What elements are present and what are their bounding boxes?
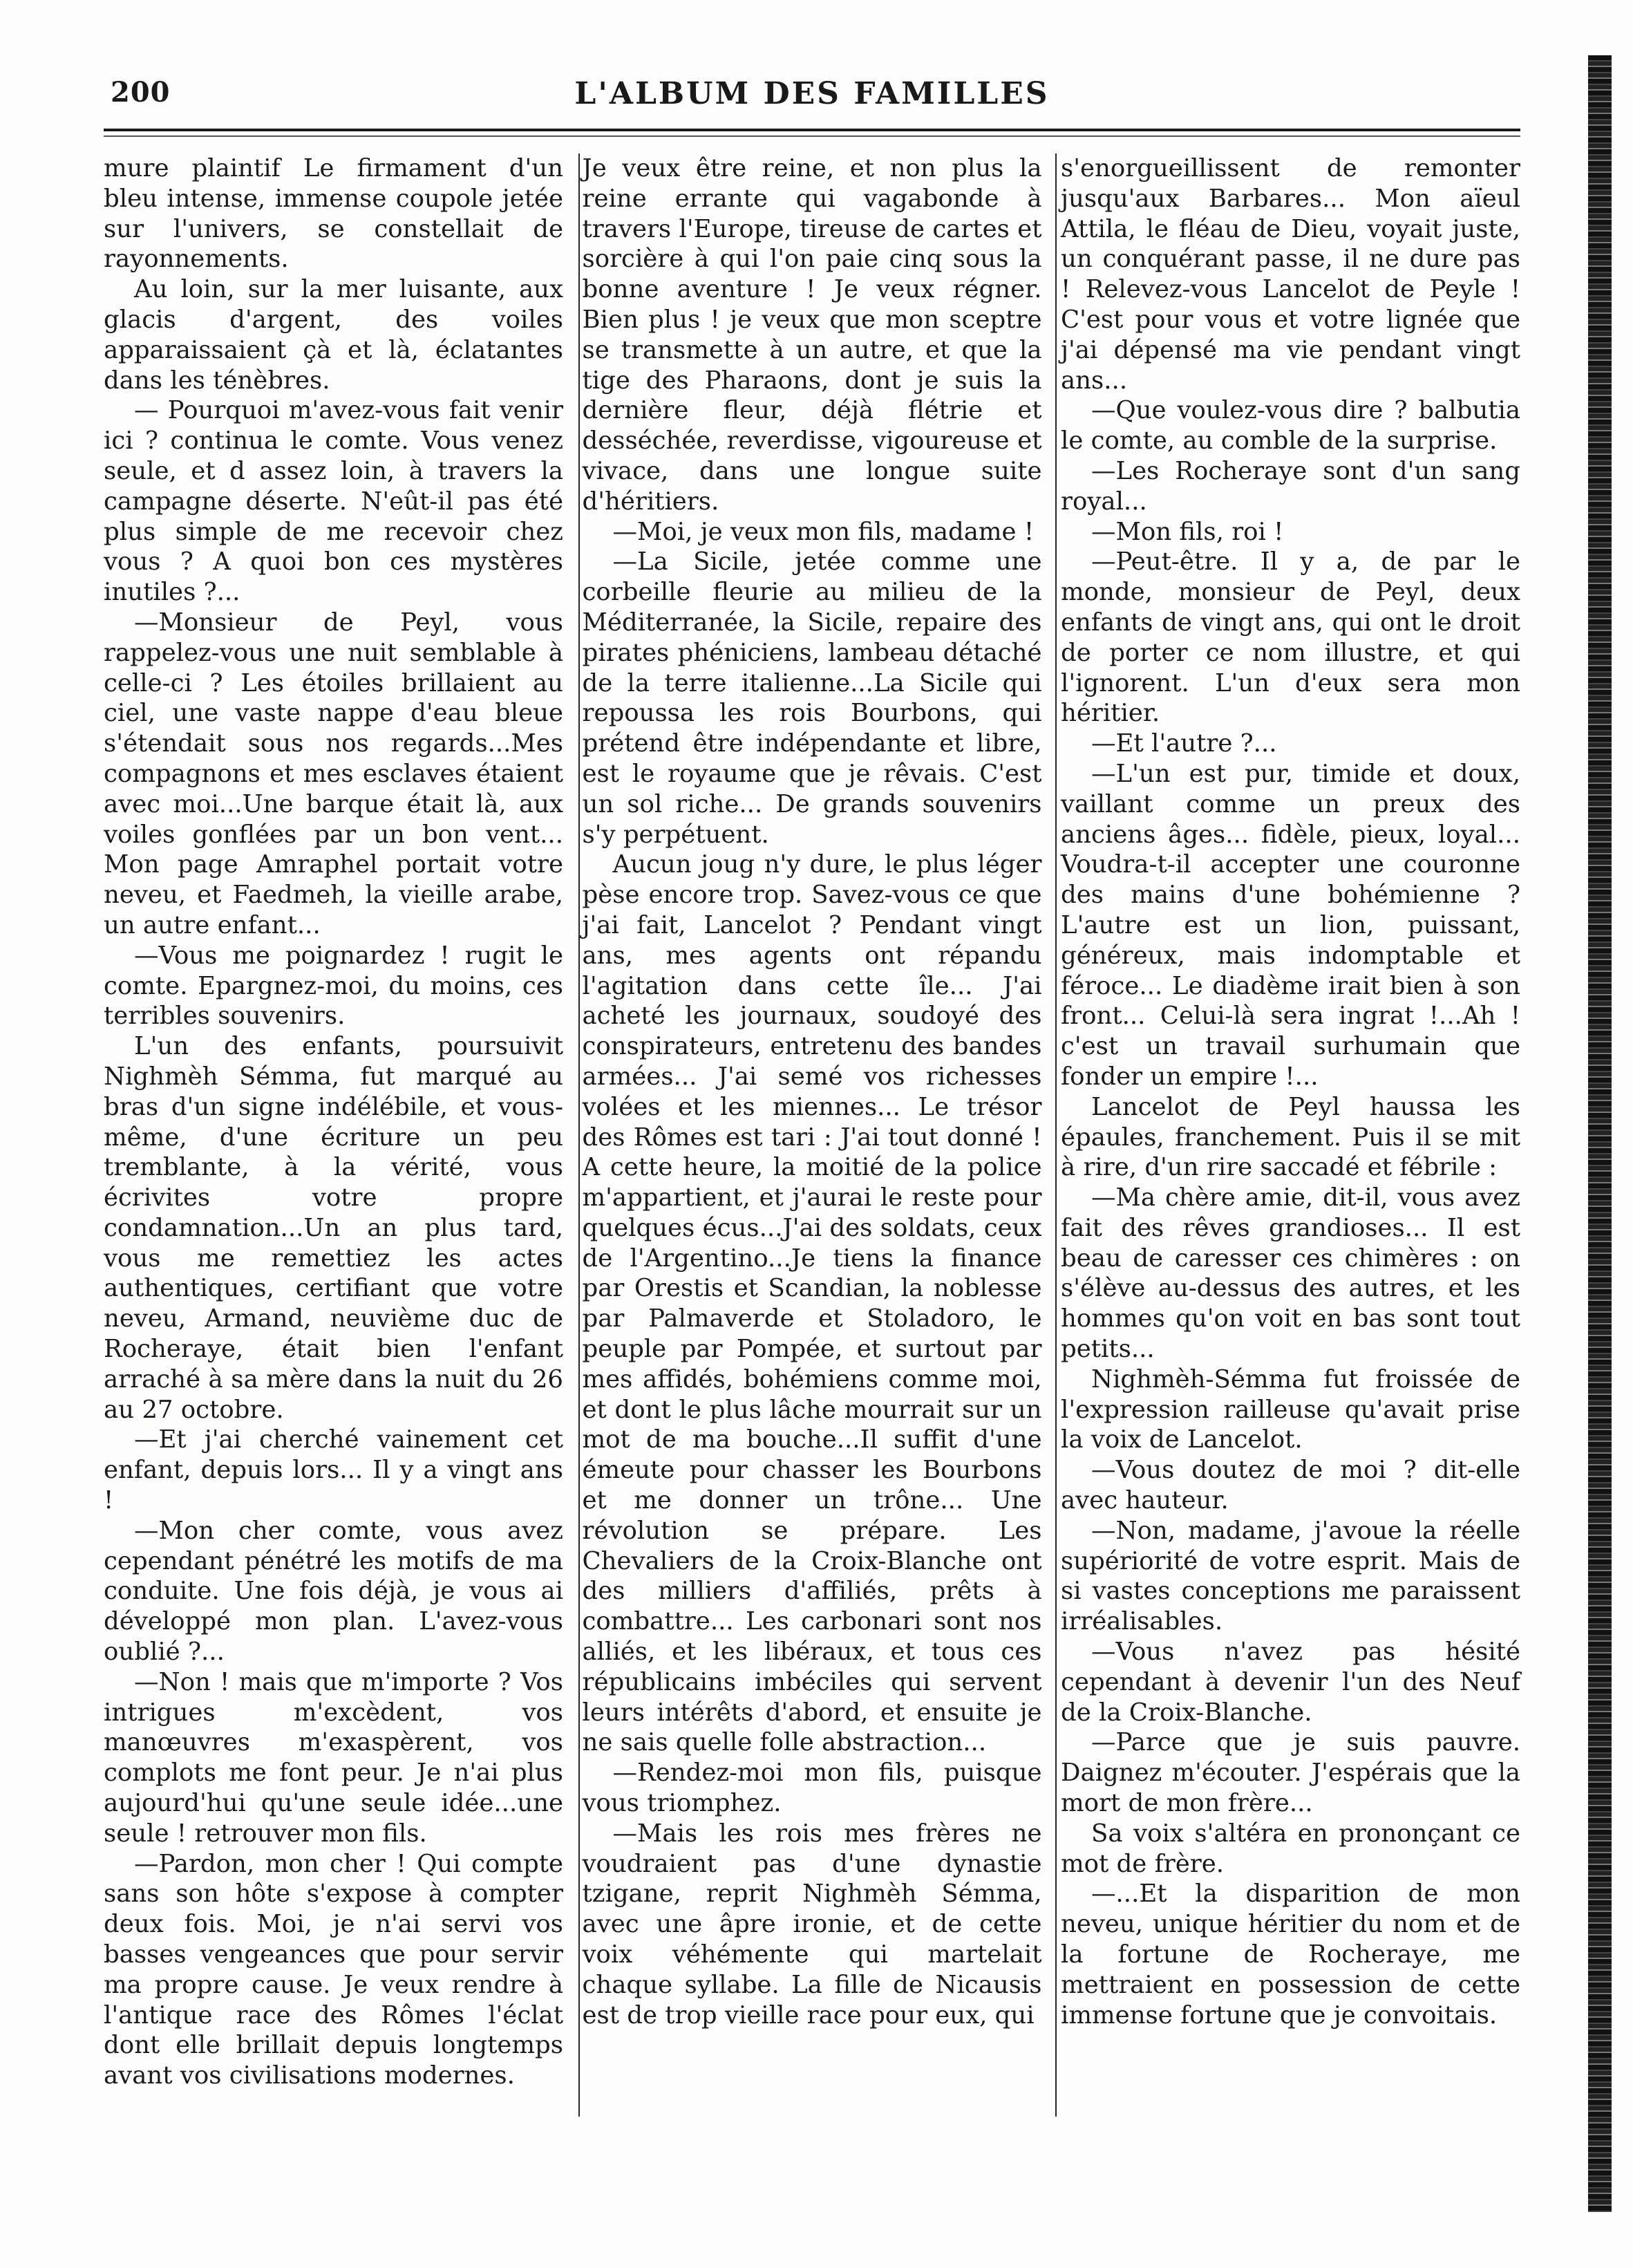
paragraph: —Rendez-moi mon fils, puisque vous triomphez. [582, 1759, 1042, 1818]
paragraph: Nighmèh-Sémma fut froissée de l'expression railleuse qu'avait prise la voix de Lancelot. [1061, 1365, 1520, 1454]
text-columns [104, 153, 1520, 2193]
paragraph: mure plaintif Le firmament d'un bleu intense, immense coupole jetée sur l'univers, se constellait de rayonnements. [104, 154, 563, 274]
column-1 [104, 153, 563, 2193]
page-header [104, 76, 1520, 131]
binding-edge [1588, 55, 1612, 2212]
paragraph: —La Sicile, jetée comme une corbeille fleurie au milieu de la Méditerranée, la Sicile, repaire des pirates phéniciens, lambeau détaché de la terre italienne...La Sicile qui repoussa les rois Bourbons, qui prétend être indépendante et libre, est le royaume que je rêvais. C'est un sol riche... De grands souvenirs s'y perpétuent. [582, 547, 1042, 849]
header-rule [104, 129, 1520, 131]
paragraph: —Les Rocheraye sont d'un sang royal... [1061, 456, 1520, 516]
column-divider [1055, 153, 1057, 2117]
paragraph: —Et l'autre ?... [1091, 729, 1277, 758]
page-number: 200 [111, 76, 171, 109]
paragraph: Lancelot de Peyl haussa les épaules, franchement. Puis il se mit à rire, d'un rire saccadé et fébrile : [1061, 1092, 1520, 1182]
paragraph: —Ma chère amie, dit-il, vous avez fait des rêves grandioses... Il est beau de caresser ces chimères : on s'élève au-dessus des autres, et les hommes qu'on voit en bas sont tout petits... [1061, 1183, 1520, 1364]
paragraph: —Non ! mais que m'importe ? Vos intrigues m'excèdent, vos manœuvres m'exaspèrent, vos complots me font peur. Je n'ai plus aujourd'hui qu'une seule idée...une seule ! retrouver mon fils. [104, 1667, 563, 1848]
header-rule-thin [104, 135, 1520, 137]
paragraph: —Mon cher comte, vous avez cependant pénétré les motifs de ma conduite. Une fois déjà, je vous ai développé mon plan. L'avez-vous oublié ?... [104, 1516, 563, 1667]
paragraph: —Mon fils, roi ! [1091, 517, 1284, 546]
paragraph: —Parce que je suis pauvre. Daignez m'écouter. J'espérais que la mort de mon frère... [1061, 1728, 1520, 1818]
paragraph: L'un des enfants, poursuivit Nighmèh Sémma, fut marqué au bras d'un signe indélébile, et vous-même, d'une écriture un peu tremblante, à la vérité, vous écrivites votre propre condamnation...Un an plus tard, vous me remettiez les actes authentiques, certifiant que votre neveu, Armand, neuvième duc de Rocheraye, était bien l'enfant arraché à sa mère dans la nuit du 26 au 27 octobre. [104, 1032, 563, 1424]
paragraph: —Moi, je veux mon fils, madame ! [612, 517, 1035, 546]
column-2 [583, 153, 1042, 2193]
column-3 [1061, 153, 1520, 2193]
paragraph: —L'un est pur, timide et doux, vaillant comme un preux des anciens âges... fidèle, pieux, loyal... Voudra-t-il accepter une couronne des mains d'une bohémienne ? L'autre est un lion, puissant, généreux, mais indomptable et féroce... Le diadème irait bien à son front... Celui-là sera ingrat !...Ah ! c'est un travail surhumain que fonder un empire !... [1061, 759, 1520, 1091]
paragraph: —Vous n'avez pas hésité cependant à devenir l'un des Neuf de la Croix-Blanche. [1061, 1638, 1520, 1727]
paragraph: s'enorgueillissent de remonter jusqu'aux Barbares... Mon aïeul Attila, le fléau de Dieu, voyait juste, un conquérant passe, il ne dure pas ! Relevez-vous Lancelot de Peyle ! C'est pour vous et votre lignée que j'ai dépensé ma vie pendant vingt ans... [1061, 154, 1520, 395]
paragraph: —Pardon, mon cher ! Qui compte sans son hôte s'expose à compter deux fois. Moi, je n'ai servi vos basses vengeances que pour servir ma propre cause. Je veux rendre à l'antique race des Rômes l'éclat dont elle brillait depuis longtemps avant vos civilisations modernes. [104, 1849, 563, 2090]
paragraph: —Vous doutez de moi ? dit-elle avec hauteur. [1061, 1456, 1520, 1515]
paragraph: —...Et la disparition de mon neveu, unique héritier du nom et de la fortune de Rocheraye, me mettraient en possession de cette immense fortune que je convoitais. [1061, 1880, 1520, 2030]
column-divider [578, 153, 580, 2117]
paragraph: Aucun joug n'y dure, le plus léger pèse encore trop. Savez-vous ce que j'ai fait, Lancelot ? Pendant vingt ans, mes agents ont répandu l'agitation dans cette île... J'ai acheté les journaux, soudoyé des conspirateurs, entretenu des bandes armées... J'ai semé vos richesses volées et les miennes... Le trésor des Rômes est tari : J'ai tout donné ! A cette heure, la moitié de la police m'appartient, et j'aurai le reste pour quelques écus...J'ai des soldats, ceux de l'Argentino...Je tiens la finance par Orestis et Scandian, la noblesse par Palmaverde et Stoladoro, le peuple par Pompée, et surtout par mes affidés, bohémiens comme moi, et dont le plus lâche mourrait sur un mot de ma bouche...Il suffit d'une émeute pour chasser les Bourbons et me donner un trône... Une révolution se prépare. Les Chevaliers de la Croix-Blanche ont des milliers d'affiliés, prêts à combattre... Les carbonari sont nos alliés, et les libéraux, et tous ces républicains imbéciles qui servent leurs intérêts d'abord, et ensuite je ne sais quelle folle abstraction... [582, 850, 1042, 1757]
paragraph: Sa voix s'altéra en prononçant ce mot de frère. [1061, 1819, 1520, 1878]
paragraph: —Vous me poignardez ! rugit le comte. Epargnez-moi, du moins, ces terribles souvenirs. [104, 941, 563, 1031]
paragraph: — Pourquoi m'avez-vous fait venir ici ? continua le comte. Vous venez seule, et d assez loin, à travers la campagne déserte. N'eût-il pas été plus simple de me recevoir chez vous ? A quoi bon ces mystères inutiles ?... [104, 396, 563, 607]
paragraph: —Et j'ai cherché vainement cet enfant, depuis lors... Il y a vingt ans ! [104, 1425, 563, 1515]
journal-title: L'ALBUM DES FAMILLES [574, 76, 1050, 111]
paragraph: —Que voulez-vous dire ? balbutia le comte, au comble de la surprise. [1061, 396, 1520, 456]
paragraph: —Mais les rois mes frères ne voudraient pas d'une dynastie tzigane, reprit Nighmèh Sémma, avec une âpre ironie, et de cette voix véhémente qui martelait chaque syllabe. La fille de Nicausis est de trop vieille race pour eux, qui [582, 1819, 1042, 2030]
paragraph: —Peut-être. Il y a, de par le monde, monsieur de Peyl, deux enfants de vingt ans, qui ont le droit de porter ce nom illustre, et qui l'ignorent. L'un d'eux sera mon héritier. [1061, 547, 1520, 728]
paragraph: —Monsieur de Peyl, vous rappelez-vous une nuit semblable à celle-ci ? Les étoiles brillaient au ciel, une vaste nappe d'eau bleue s'étendait sous nos regards...Mes compagnons et mes esclaves étaient avec moi...Une barque était là, aux voiles gonflées par un bon vent... Mon page Amraphel portait votre neveu, et Faedmeh, la vieille arabe, un autre enfant... [104, 608, 563, 939]
paragraph: Je veux être reine, et non plus la reine errante qui vagabonde à travers l'Europe, tireuse de cartes et sorcière à qui l'on paie cinq sous la bonne aventure ! Je veux régner. Bien plus ! je veux que mon sceptre se transmette à un autre, et que la tige des Pharaons, dont je suis la dernière fleur, déjà flétrie et desséchée, reverdisse, vigoureuse et vivace, dans une longue suite d'héritiers. [582, 154, 1042, 516]
paragraph: —Non, madame, j'avoue la réelle supériorité de votre esprit. Mais de si vastes conceptions me paraissent irréalisables. [1061, 1516, 1520, 1636]
paragraph: Au loin, sur la mer luisante, aux glacis d'argent, des voiles apparaissaient çà et là, éclatantes dans les ténèbres. [104, 275, 563, 395]
